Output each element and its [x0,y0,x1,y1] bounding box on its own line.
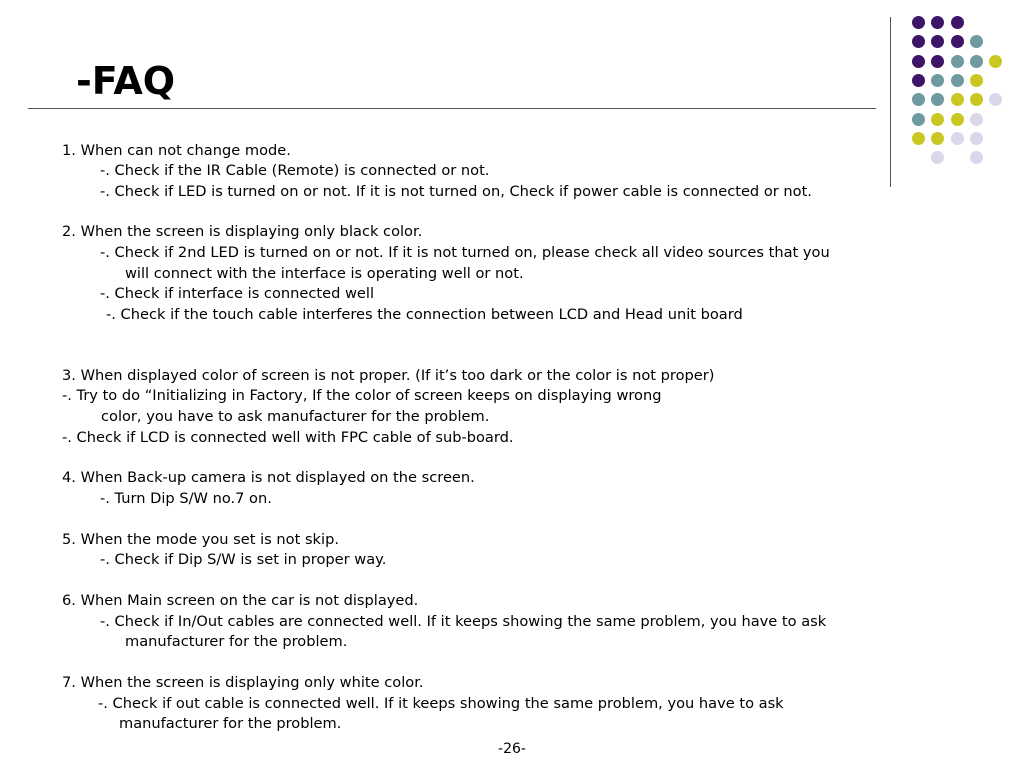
faq-answer-line: -. Check if LED is turned on or not. If it is not turned on, Check if power cable is connected or not. [100,183,812,200]
faq-answer-line: manufacturer for the problem. [125,633,348,650]
faq-answer-line: will connect with the interface is operating well or not. [125,265,524,282]
faq-question-3: 3. When displayed color of screen is not proper. (If it’s too dark or the color is not proper) [62,367,715,384]
faq-answer-line: -. Try to do “Initializing in Factory, If the color of screen keeps on displaying wrong [62,387,662,404]
faq-question-5: 5. When the mode you set is not skip. [62,531,339,548]
faq-answer-line: -. Check if the IR Cable (Remote) is connected or not. [100,162,490,179]
faq-answer-line: -. Check if the touch cable interferes the connection between LCD and Head unit board [106,306,743,323]
faq-question-1: 1. When can not change mode. [62,142,291,159]
faq-answer-line: -. Check if out cable is connected well. If it keeps showing the same problem, you have to ask [98,695,784,712]
faq-answer-line: -. Check if interface is connected well [100,285,375,302]
faq-answer-line: color, you have to ask manufacturer for the problem. [101,408,490,425]
faq-question-7: 7. When the screen is displaying only white color. [62,674,424,691]
page-number: -26- [498,741,526,757]
faq-question-6: 6. When Main screen on the car is not displayed. [62,592,419,609]
faq-answer-line: -. Turn Dip S/W no.7 on. [100,490,272,507]
faq-question-4: 4. When Back-up camera is not displayed on the screen. [62,469,475,486]
faq-question-2: 2. When the screen is displaying only black color. [62,223,423,240]
faq-answer-line: -. Check if In/Out cables are connected well. If it keeps showing the same problem, you have to ask [100,613,827,630]
faq-answer-line: -. Check if 2nd LED is turned on or not. If it is not turned on, please check all video sources that you [100,244,830,261]
faq-answer-line: -. Check if Dip S/W is set in proper way. [100,551,387,568]
faq-answer-line: manufacturer for the problem. [119,715,342,732]
faq-answer-line: -. Check if LCD is connected well with FPC cable of sub-board. [62,429,514,446]
page-title: -FAQ [76,59,176,103]
